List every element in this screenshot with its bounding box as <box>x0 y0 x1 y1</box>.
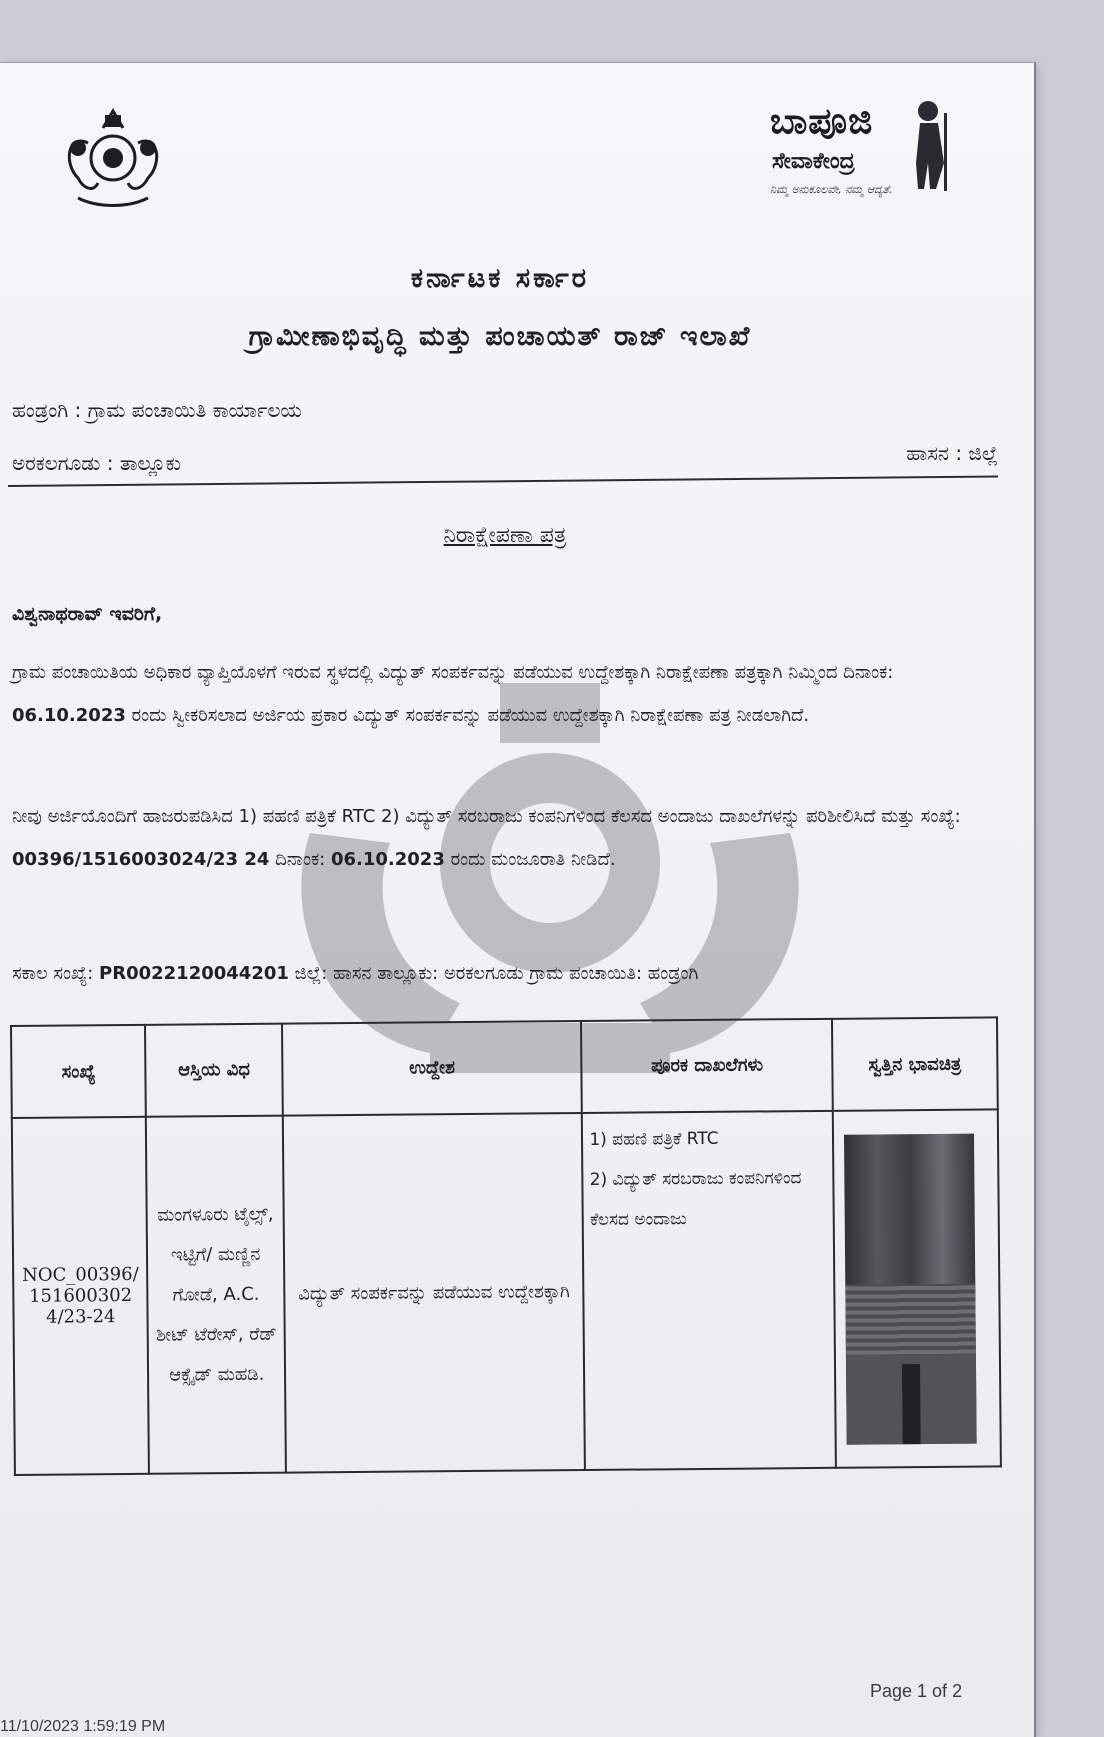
property-photo <box>844 1133 977 1444</box>
bapuji-seva-kendra-logo <box>770 93 970 203</box>
para2-text-a: ನೀವು ಅರ್ಜಿಯೊಂದಿಗೆ ಹಾಜರುಪಡಿಸಿದ 1) ಪಹಣಿ ಪತ್ರಿಕೆ RTC 2) ವಿದ್ಯುತ್ ಸರಬರಾಜು ಕಂಪನಿಗಳಿಂದ ಕೆಲಸದ ಅಂದಾಜು ದಾಖಲೆಗಳನ್ನು ಪರಿಶೀಲಿಸಿದೆ ಮತ್ತು ಸಂಖ್ಯೆ: <box>12 806 961 827</box>
addressee: ವಿಶ್ವನಾಥರಾವ್ ಇವರಿಗೆ, <box>12 603 163 625</box>
government-title: ಕರ್ನಾಟಕ ಸರ್ಕಾರ <box>410 263 590 294</box>
header-number: ಸಂಖ್ಯೆ <box>11 1025 146 1118</box>
logo-tagline: ನಿಮ್ಮ ಅನುಕೂಲವೇ, ನಮ್ಮ ಆದ್ಯತೆ. <box>770 183 893 196</box>
panchayat-office: ಹಂಡ್ರಂಗಿ : ಗ್ರಾಮ ಪಂಚಾಯಿತಿ ಕಾರ್ಯಾಲಯ <box>12 398 302 422</box>
header-photo: ಸ್ವತ್ತಿನ ಭಾವಚಿತ್ರ <box>832 1017 998 1110</box>
logo-line2: ಸೇವಾಕೇಂದ್ರ <box>772 149 855 174</box>
header-documents: ಪೂರಕ ದಾಖಲೆಗಳು <box>581 1019 832 1113</box>
document-item-1: 1) ಪಹಣಿ ಪತ್ರಿಕೆ RTC <box>589 1128 719 1150</box>
document-item-2: 2) ವಿದ್ಯುತ್ ಸರಬರಾಜು ಕಂಪನಿಗಳಿಂದ ಕೆಲಸದ ಅಂದಾಜು <box>589 1168 802 1230</box>
uid-value: PR0022120044201 <box>99 963 289 984</box>
document-page <box>0 62 1036 1737</box>
para2-text-b: ದಿನಾಂಕ: <box>269 849 331 870</box>
photo-door <box>902 1364 921 1444</box>
para2-number: 00396/1516003024/23 24 <box>12 849 270 870</box>
cell-documents <box>582 1111 836 1470</box>
para2-text-c: ರಂದು ಮಂಜೂರಾತಿ ನೀಡಿದೆ. <box>444 849 616 870</box>
table-header-row <box>11 1017 998 1118</box>
cell-purpose: ವಿದ್ಯುತ್ ಸಂಪರ್ಕವನ್ನು ಪಡೆಯುವ ಉದ್ದೇಶಕ್ಕಾಗಿ <box>283 1113 586 1473</box>
paragraph-1 <box>12 651 972 737</box>
print-timestamp: 11/10/2023 1:59:19 PM <box>0 1718 166 1735</box>
para2-date: 06.10.2023 <box>330 849 445 870</box>
sakala-number-line <box>12 963 698 984</box>
cell-number: NOC_00396/1516003024/23-24 <box>12 1117 150 1475</box>
department-title: ಗ್ರಾಮೀಣಾಭಿವೃದ್ಧಿ ಮತ್ತು ಪಂಚಾಯತ್ ರಾಜ್ ಇಲಾಖೆ <box>248 321 752 352</box>
header-divider <box>8 475 998 487</box>
header-purpose: ಉದ್ದೇಶ <box>282 1021 582 1116</box>
taluk-name: ಅರಕಲಗೂಡು : ತಾಲ್ಲೂಕು <box>12 451 181 475</box>
uid-location: ಜಿಲ್ಲೆ: ಹಾಸನ ತಾಲ್ಲೂಕು: ಅರಕಲಗೂಡು ಗ್ರಾಮ ಪಂಚಾಯಿತಿ: ಹಂಡ್ರಂಗಿ <box>288 963 699 984</box>
table-row <box>12 1109 1001 1475</box>
header-property-type: ಆಸ್ತಿಯ ವಿಧ <box>145 1024 282 1117</box>
uid-label: ಸಕಾಲ ಸಂಖ್ಯೆ: <box>12 963 100 984</box>
noc-details-table <box>10 1016 1002 1476</box>
para1-text-b: ರಂದು ಸ್ವೀಕರಿಸಲಾದ ಅರ್ಜಿಯ ಪ್ರಕಾರ ವಿದ್ಯುತ್ ಸಂಪರ್ಕವನ್ನು ಪಡೆಯುವ ಉದ್ದೇಶಕ್ಕಾಗಿ ನಿರಾಕ್ಷೇಪಣಾ ಪತ್ರ ನೀಡಲಾಗಿದೆ. <box>125 705 810 726</box>
logo-line1: ಬಾಪೂಜಿ <box>770 101 874 142</box>
page-number: Page 1 of 2 <box>870 1681 963 1701</box>
noc-heading: ನಿರಾಕ್ಷೇಪಣಾ ಪತ್ರ <box>443 523 567 548</box>
paragraph-2 <box>12 795 972 881</box>
cell-property-type: ಮಂಗಳೂರು ಟೈಲ್ಸ್, ಇಟ್ಟಿಗೆ/ ಮಣ್ಣಿನ ಗೋಡೆ, A.C. ಶೀಟ್ ಟೆರೇಸ್, ರೆಡ್ ಆಕ್ಸೈಡ್ ಮಹಡಿ. <box>146 1116 286 1474</box>
district-name: ಹಾಸನ : ಜಿಲ್ಲೆ <box>906 441 998 465</box>
cell-photo <box>833 1109 1001 1467</box>
para1-text-a: ಗ್ರಾಮ ಪಂಚಾಯಿತಿಯ ಅಧಿಕಾರ ವ್ಯಾಪ್ತಿಯೊಳಗೆ ಇರುವ ಸ್ಥಳದಲ್ಲಿ ವಿದ್ಯುತ್ ಸಂಪರ್ಕವನ್ನು ಪಡೆಯುವ ಉದ್ದೇಶಕ್ಕಾಗಿ ನಿರಾಕ್ಷೇಪಣಾ ಪತ್ರಕ್ಕಾಗಿ ನಿಮ್ಮಿಂದ ದಿನಾಂಕ: <box>12 662 894 683</box>
gandhi-figure-icon <box>898 93 968 193</box>
karnataka-emblem-icon <box>48 103 178 213</box>
para1-date: 06.10.2023 <box>12 705 126 726</box>
photo-roof <box>845 1283 976 1354</box>
